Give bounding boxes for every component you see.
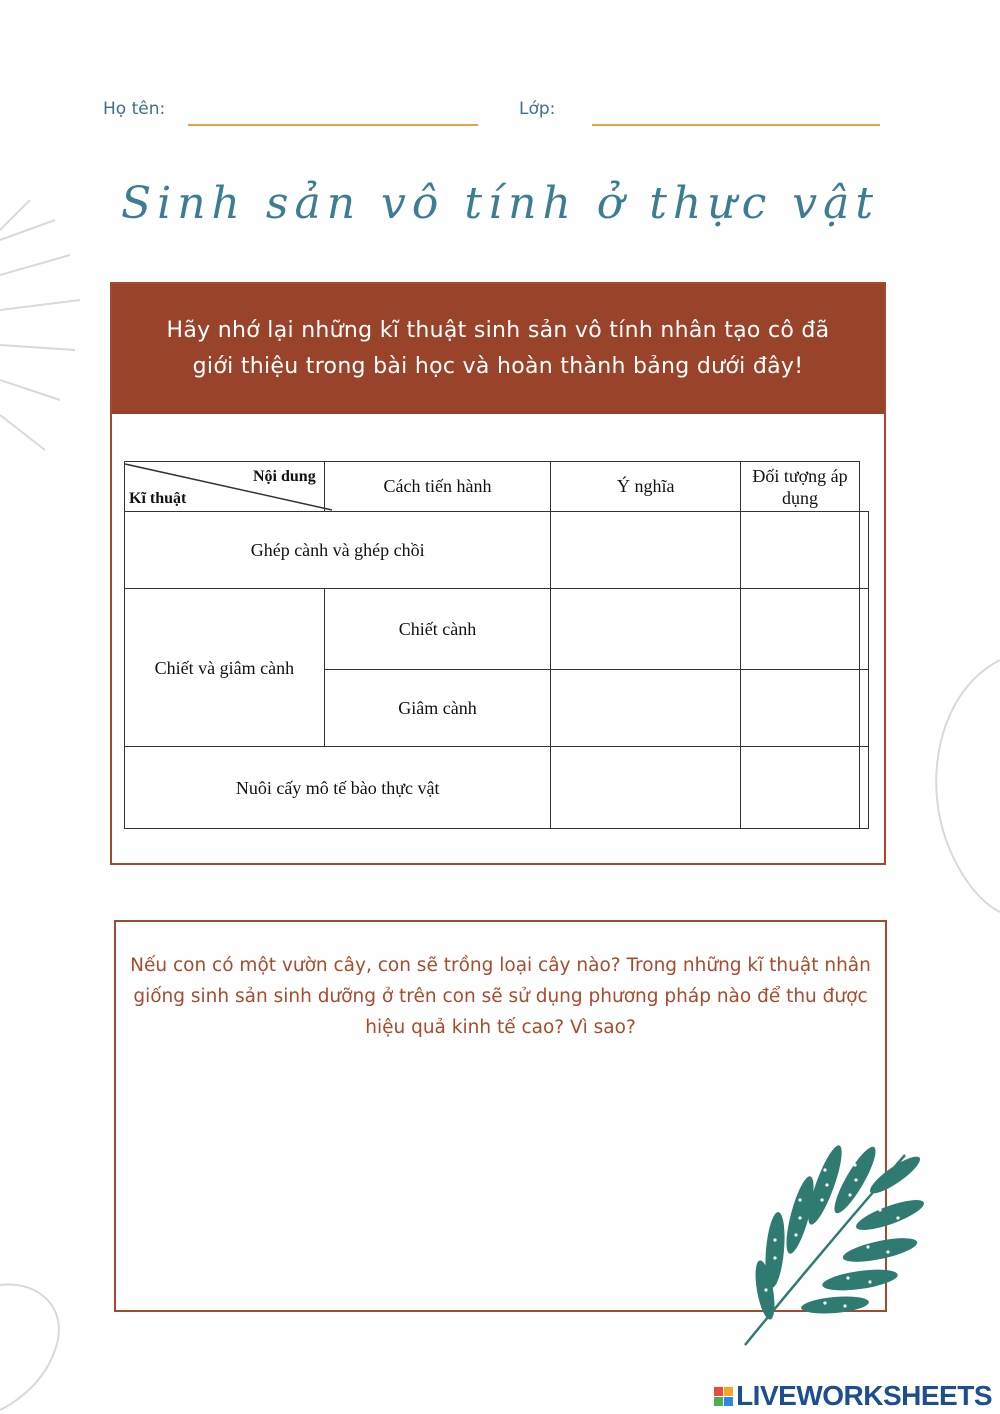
answer-cell[interactable] — [860, 512, 869, 589]
brand-blocks-icon — [714, 1387, 733, 1406]
decorative-arc-right — [920, 650, 1000, 920]
decorative-arc-bottom-left — [0, 1270, 70, 1414]
class-input-line[interactable] — [592, 124, 880, 126]
name-label: Họ tên: — [103, 99, 166, 119]
corner-bottom-label: Kĩ thuật — [129, 490, 187, 507]
answer-cell[interactable] — [741, 589, 860, 670]
row-header-grafting: Ghép cành và ghép chồi — [125, 512, 551, 589]
answer-cell[interactable] — [551, 670, 741, 747]
answer-cell[interactable] — [551, 512, 741, 589]
row-header-cutting: Giâm cành — [324, 670, 551, 747]
instruction-banner: Hãy nhớ lại những kĩ thuật sinh sản vô tính nhân tạo cô đã giới thiệu trong bài học và hoàn thành bảng dưới đây! — [112, 284, 884, 414]
question-text: Nếu con có một vườn cây, con sẽ trồng loại cây nào? Trong những kĩ thuật nhân giống sinh sản sinh dưỡng ở trên con sẽ sử dụng phương pháp nào để thu được hiệu quả kinh tế cao? Vì sao? — [130, 955, 871, 1038]
col-header-meaning: Ý nghĩa — [551, 462, 741, 512]
answer-cell[interactable] — [741, 670, 860, 747]
answer-cell[interactable] — [860, 747, 869, 829]
corner-header-cell — [125, 462, 325, 512]
col-header-procedure: Cách tiến hành — [324, 462, 551, 512]
table-section — [110, 282, 886, 865]
answer-cell[interactable] — [551, 589, 741, 670]
answer-cell[interactable] — [860, 589, 869, 670]
row-group-layering-cutting: Chiết và giâm cành — [125, 589, 325, 747]
corner-top-label: Nội dung — [253, 468, 316, 485]
brand-name: LIVEWORKSHEETS — [736, 1380, 992, 1411]
technique-table — [124, 461, 869, 829]
col-header-target: Đối tượng áp dụng — [741, 462, 860, 512]
liveworksheets-logo — [714, 1380, 992, 1412]
page-title: Sinh sản vô tính ở thực vật — [121, 178, 879, 229]
answer-cell[interactable] — [860, 670, 869, 747]
answer-cell[interactable] — [551, 747, 741, 829]
answer-cell[interactable] — [741, 747, 860, 829]
leaf-illustration-icon — [730, 1140, 930, 1350]
class-label: Lớp: — [519, 99, 556, 119]
row-header-tissue-culture: Nuôi cấy mô tế bào thực vật — [125, 747, 551, 829]
answer-cell[interactable] — [741, 512, 860, 589]
row-header-layering: Chiết cành — [324, 589, 551, 670]
decorative-leaf-lines-left — [0, 200, 90, 460]
name-input-line[interactable] — [188, 124, 478, 126]
